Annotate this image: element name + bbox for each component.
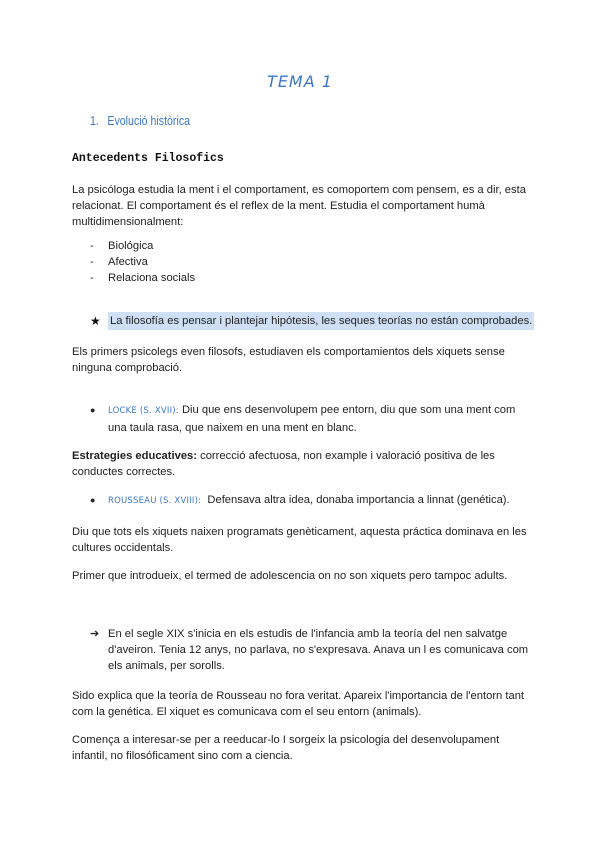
dimension-list: [90, 238, 195, 286]
list-item: - Afectiva: [90, 256, 148, 268]
rousseau-name: ROUSSEAU (S. XVIII):: [108, 496, 202, 506]
callout-text: La filosofía es pensar i plantejar hipótesis, les seques teorías no están comprobades.: [108, 312, 534, 330]
paragraph-intro: La psicóloga estudia la ment i el comportament, es comoportem com pensem, es a dir, esta relacionat. El comportament és el reflex de la ment. Estudia el comportament humà multidimensionalment:: [72, 184, 526, 228]
paragraph-rousseau-theory: Sido explica que la teoría de Rousseau no fora veritat. Apareix l'importancia de l'entorn tant com la genética. El xiquet es comunicava com el seu entorn (animals).: [72, 690, 525, 718]
paragraph-adolescence: Primer que introdueix, el termed de adolescencia on no son xiquets pero tampoc adults.: [72, 570, 508, 582]
strategies-label: Estrategies educatives:: [72, 450, 197, 462]
bullet-rousseau: [90, 492, 530, 510]
locke-text-wrap: [108, 402, 530, 437]
section-heading: [90, 114, 190, 128]
rousseau-text: Defensava altra idea, donaba importancia a linnat (genética).: [207, 494, 510, 506]
list-item: - Biológica: [90, 240, 154, 252]
list-item: - Relaciona socials: [90, 272, 196, 284]
locke-name: LOCKE (S. XVII):: [108, 406, 179, 416]
bullet-icon: ●: [90, 405, 96, 415]
arrow-item-text: En el segle XIX s'inicia en els estudis de l'infancia amb la teoría del nen salvatge d'aveiron. Tenia 12 anys, no parlava, no s'expresava. Anava un l es comunicava com els animals, per sorolls.: [108, 628, 529, 672]
subheading-antecedents: Antecedents Filosofics: [72, 152, 224, 165]
page-title: TEMA 1: [267, 72, 333, 91]
arrow-right-icon: ➔: [90, 628, 100, 640]
rousseau-text-wrap: [108, 492, 510, 510]
paragraph-reeducation: Comença a interesar-se per a reeducar-lo I sorgeix la psicologia del desenvolupament infantil, no filosóficament sino com a ciencia.: [72, 734, 500, 762]
paragraph-strategies: [72, 448, 532, 480]
arrow-item-aveiron: [90, 626, 530, 674]
section-label: Evolució històrica: [107, 114, 191, 128]
locke-text: Diu que ens desenvolupem pee entorn, diu que som una ment com una taula rasa, que naixem en una ment en blanc.: [108, 404, 516, 434]
highlight-callout: [90, 312, 534, 330]
section-number: 1.: [90, 114, 99, 128]
bullet-locke: [90, 402, 530, 437]
paragraph-first-psychologists: Els primers psicolegs even filosofs, estudiaven els comportamientos dels xiquets sense ninguna comprobació.: [72, 346, 505, 374]
bullet-icon: ●: [90, 495, 96, 505]
strategies-text: correcció afectuosa, non example i valoració positiva de les conductes correctes.: [72, 450, 495, 478]
paragraph-genetics: Diu que tots els xiquets naixen programats genèticament, aquesta práctica dominava en les cultures occidentals.: [72, 526, 527, 554]
star-icon: ★: [90, 314, 101, 328]
